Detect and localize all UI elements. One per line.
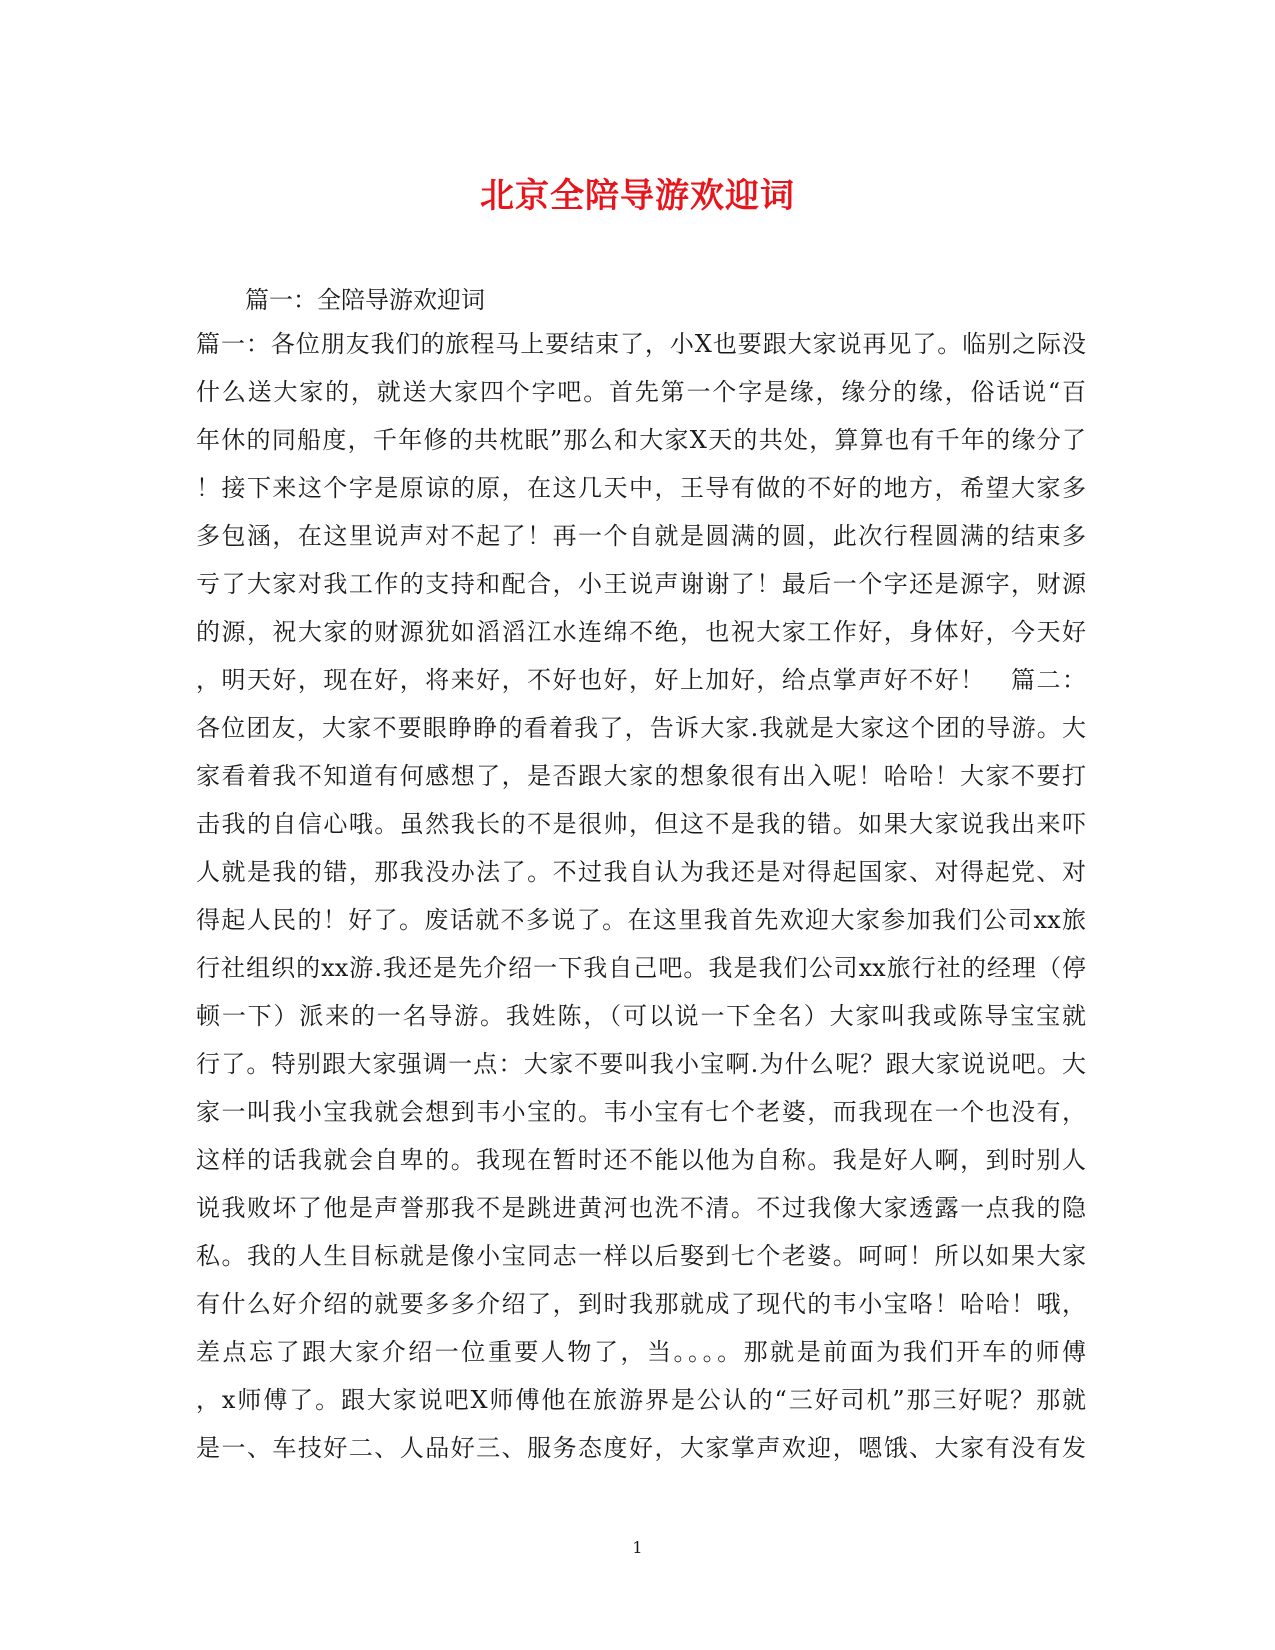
- body-line: 人就是我的错，那我没办法了。不过我自认为我还是对得起国家、对得起党、对: [196, 858, 1086, 886]
- body-line: 顿一下）派来的一名导游。我姓陈，（可以说一下全名）大家叫我或陈导宝宝就: [196, 1002, 1086, 1030]
- body-line: 得起人民的！好了。废话就不多说了。在这里我首先欢迎大家参加我们公司xx旅: [196, 906, 1086, 934]
- body-line: 有什么好介绍的就要多多介绍了，到时我那就成了现代的韦小宝咯！哈哈！哦，: [196, 1290, 1086, 1318]
- body-line: 篇一：各位朋友我们的旅程马上要结束了，小X也要跟大家说再见了。临别之际没: [196, 330, 1086, 358]
- body-line: ，明天好，现在好，将来好，不好也好，好上加好，给点掌声好不好！ 篇二：: [196, 666, 1086, 694]
- body-line: 多包涵，在这里说声对不起了！再一个自就是圆满的圆，此次行程圆满的结束多: [196, 522, 1086, 550]
- body-line: 这样的话我就会自卑的。我现在暂时还不能以他为自称。我是好人啊，到时别人: [196, 1146, 1086, 1174]
- page-number: 1: [632, 1538, 643, 1557]
- body-line: 行社组织的xx游.我还是先介绍一下我自己吧。我是我们公司xx旅行社的经理（停: [196, 954, 1086, 982]
- body-line: 是一、车技好二、人品好三、服务态度好，大家掌声欢迎，嗯饿、大家有没有发: [196, 1434, 1086, 1462]
- body-text: [196, 320, 1086, 1472]
- body-line: 的源，祝大家的财源犹如滔滔江水连绵不绝，也祝大家工作好，身体好，今天好: [196, 618, 1086, 646]
- body-line: 各位团友，大家不要眼睁睁的看着我了，告诉大家.我就是大家这个团的导游。大: [196, 714, 1086, 742]
- body-line: 家看着我不知道有何感想了，是否跟大家的想象很有出入呢！哈哈！大家不要打: [196, 762, 1086, 790]
- section-subtitle: 篇一：全陪导游欢迎词: [245, 286, 485, 314]
- body-line: 家一叫我小宝我就会想到韦小宝的。韦小宝有七个老婆，而我现在一个也没有，: [196, 1098, 1086, 1126]
- body-line: 差点忘了跟大家介绍一位重要人物了，当。。。。那就是前面为我们开车的师傅: [196, 1338, 1086, 1366]
- body-line: 私。我的人生目标就是像小宝同志一样以后娶到七个老婆。呵呵！所以如果大家: [196, 1242, 1086, 1270]
- body-line: 说我败坏了他是声誉那我不是跳进黄河也洗不清。不过我像大家透露一点我的隐: [196, 1194, 1086, 1222]
- document-title: 北京全陪导游欢迎词: [480, 176, 795, 216]
- body-line: ，x师傅了。跟大家说吧X师傅他在旅游界是公认的“三好司机”那三好呢？那就: [196, 1386, 1086, 1414]
- body-line: 亏了大家对我工作的支持和配合，小王说声谢谢了！最后一个字还是源字，财源: [196, 570, 1086, 598]
- body-line: 什么送大家的，就送大家四个字吧。首先第一个字是缘，缘分的缘，俗话说“百: [196, 378, 1086, 406]
- body-line: 行了。特别跟大家强调一点：大家不要叫我小宝啊.为什么呢？跟大家说说吧。大: [196, 1050, 1086, 1078]
- body-line: ！接下来这个字是原谅的原，在这几天中，王导有做的不好的地方，希望大家多: [196, 474, 1086, 502]
- body-line: 击我的自信心哦。虽然我长的不是很帅，但这不是我的错。如果大家说我出来吓: [196, 810, 1086, 838]
- body-line: 年休的同船度，千年修的共枕眠”那么和大家X天的共处，算算也有千年的缘分了: [196, 426, 1086, 454]
